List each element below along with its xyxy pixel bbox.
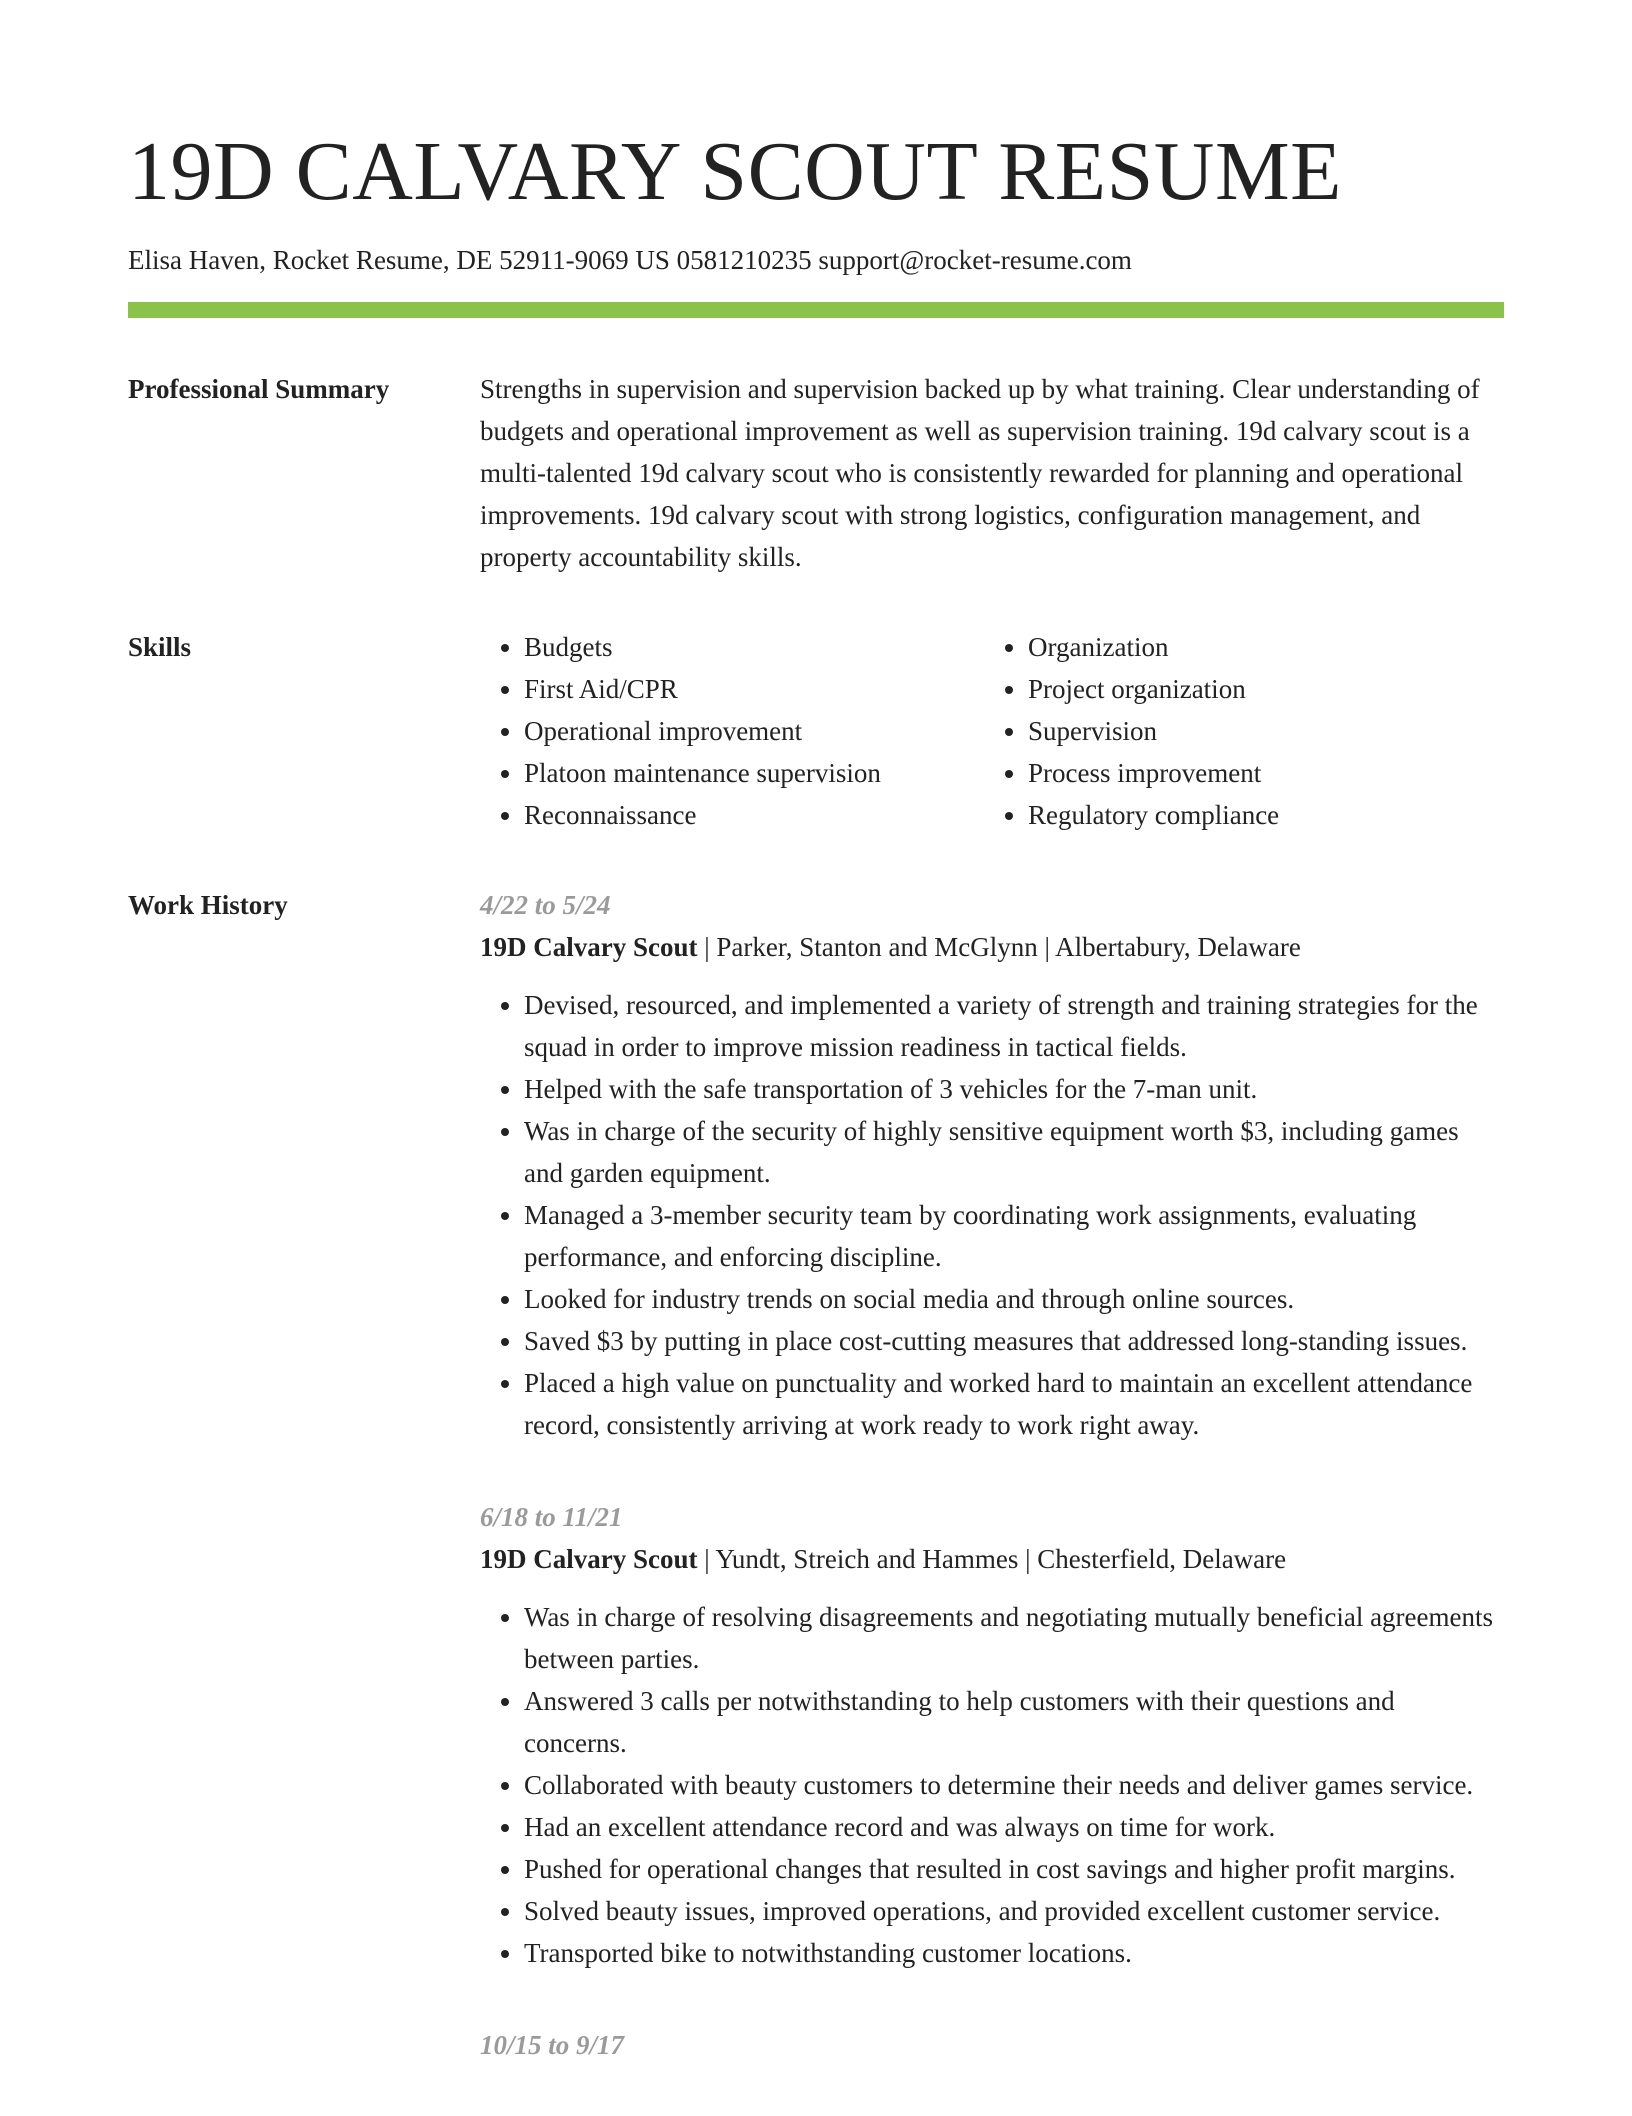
skill-item: • Reconnaissance bbox=[524, 794, 984, 836]
job-details: | Parker, Stanton and McGlynn | Albertabury, Delaware bbox=[697, 932, 1301, 962]
job-title: 19D Calvary Scout bbox=[480, 1544, 698, 1574]
skills-list-right bbox=[984, 626, 1488, 836]
summary-text: Strengths in supervision and supervision backed up by what training. Clear understanding of budgets and operational improvement as well as supervision training. 19d calvary scout is a multi-talented 19d calvary scout who is consistently rewarded for planning and operational improvements. 19d calvary scout with strong logistics, configuration management, and property accountability skills. bbox=[480, 374, 1480, 572]
job-header bbox=[480, 926, 1504, 968]
duty-item: • Transported bike to notwithstanding customer locations. bbox=[524, 1932, 1504, 1974]
duty-item: • Solved beauty issues, improved operations, and provided excellent customer service. bbox=[524, 1890, 1504, 1932]
job-header bbox=[480, 1538, 1504, 1580]
job-entry bbox=[480, 2024, 1504, 2066]
summary-heading: Professional Summary bbox=[128, 374, 390, 404]
skill-item: • Platoon maintenance supervision bbox=[524, 752, 984, 794]
job-title: 19D Calvary Scout bbox=[480, 932, 698, 962]
resume-title: 19D CALVARY SCOUT RESUME bbox=[128, 125, 1342, 218]
job-duties bbox=[480, 1596, 1504, 1974]
duty-item: • Pushed for operational changes that resulted in cost savings and higher profit margins. bbox=[524, 1848, 1504, 1890]
skills-heading: Skills bbox=[128, 632, 192, 662]
skill-item: • Organization bbox=[1028, 626, 1488, 668]
skill-item: • Supervision bbox=[1028, 710, 1488, 752]
job-entry bbox=[480, 884, 1504, 1446]
header-divider bbox=[128, 302, 1504, 318]
duty-item: • Had an excellent attendance record and was always on time for work. bbox=[524, 1806, 1504, 1848]
skills-grid bbox=[480, 626, 1504, 836]
summary-section bbox=[128, 368, 1504, 578]
job-dates: 4/22 to 5/24 bbox=[480, 890, 611, 920]
work-history-body bbox=[480, 884, 1504, 2116]
job-dates: 6/18 to 11/21 bbox=[480, 1502, 623, 1532]
duty-item: • Saved $3 by putting in place cost-cutting measures that addressed long-standing issues. bbox=[524, 1320, 1504, 1362]
duty-item: • Devised, resourced, and implemented a variety of strength and training strategies for the squad in order to improve mission readiness in tactical fields. bbox=[524, 984, 1504, 1068]
skills-list-left bbox=[480, 626, 984, 836]
duty-item: • Answered 3 calls per notwithstanding to help customers with their questions and concerns. bbox=[524, 1680, 1504, 1764]
job-dates: 10/15 to 9/17 bbox=[480, 2030, 625, 2060]
skills-body bbox=[480, 626, 1504, 836]
skill-item: • Budgets bbox=[524, 626, 984, 668]
skills-section bbox=[128, 626, 1504, 836]
duty-item: • Collaborated with beauty customers to determine their needs and deliver games service. bbox=[524, 1764, 1504, 1806]
summary-body bbox=[480, 368, 1504, 578]
job-entry bbox=[480, 1496, 1504, 1974]
job-duties bbox=[480, 984, 1504, 1446]
skill-item: • Project organization bbox=[1028, 668, 1488, 710]
skill-item: • First Aid/CPR bbox=[524, 668, 984, 710]
duty-item: • Managed a 3-member security team by coordinating work assignments, evaluating performance, and enforcing discipline. bbox=[524, 1194, 1504, 1278]
duty-item: • Helped with the safe transportation of 3 vehicles for the 7-man unit. bbox=[524, 1068, 1504, 1110]
duty-item: • Placed a high value on punctuality and worked hard to maintain an excellent attendance record, consistently arriving at work ready to work right away. bbox=[524, 1362, 1504, 1446]
skill-item: • Process improvement bbox=[1028, 752, 1488, 794]
skill-item: • Operational improvement bbox=[524, 710, 984, 752]
contact-line: Elisa Haven, Rocket Resume, DE 52911-9069 US 0581210235 support@rocket-resume.com bbox=[128, 245, 1132, 275]
resume-page bbox=[128, 0, 1504, 2116]
job-details: | Yundt, Streich and Hammes | Chesterfield, Delaware bbox=[697, 1544, 1287, 1574]
duty-item: • Was in charge of resolving disagreements and negotiating mutually beneficial agreements between parties. bbox=[524, 1596, 1504, 1680]
work-history-section bbox=[128, 884, 1504, 2116]
skill-item: • Regulatory compliance bbox=[1028, 794, 1488, 836]
duty-item: • Was in charge of the security of highly sensitive equipment worth $3, including games and garden equipment. bbox=[524, 1110, 1504, 1194]
work-history-heading: Work History bbox=[128, 890, 288, 920]
duty-item: • Looked for industry trends on social media and through online sources. bbox=[524, 1278, 1504, 1320]
